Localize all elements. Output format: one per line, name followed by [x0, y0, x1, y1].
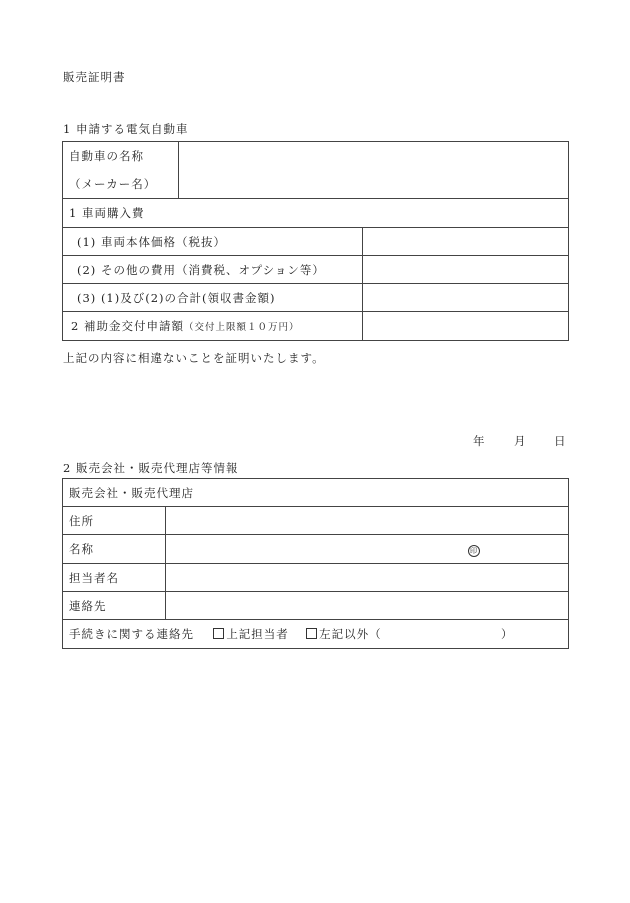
- checkbox-above-person[interactable]: [213, 628, 224, 639]
- maker-name-label: （メーカー名）: [69, 177, 157, 191]
- contact-label: 連絡先: [63, 592, 166, 620]
- section1-heading: 1 申請する電気自動車: [63, 122, 189, 136]
- person-row: [63, 564, 569, 592]
- other-costs-label: (2) その他の費用（消費税、オプション等）: [63, 256, 363, 284]
- purchase-heading: 1 車両購入費: [63, 199, 569, 228]
- car-name-label-cell: [63, 142, 179, 199]
- name-value[interactable]: [166, 535, 569, 564]
- option-above-person: 上記担当者: [226, 627, 289, 641]
- other-costs-value[interactable]: [363, 256, 569, 284]
- person-label: 担当者名: [63, 564, 166, 592]
- subsidy-label-cell: [63, 312, 363, 341]
- total-row: [63, 284, 569, 312]
- purchase-heading-row: [63, 199, 569, 228]
- address-label: 住所: [63, 507, 166, 535]
- address-row: [63, 507, 569, 535]
- checkbox-other[interactable]: [306, 628, 317, 639]
- procedure-contact-label: 手続きに関する連絡先: [69, 627, 194, 641]
- car-name-label: 自動車の名称: [69, 149, 144, 163]
- procedure-contact-cell: [63, 620, 569, 649]
- procedure-contact-row: [63, 620, 569, 649]
- subsidy-limit-note: （交付上限額１０万円）: [183, 322, 300, 333]
- document-title: 販売証明書: [63, 70, 126, 84]
- total-label: (3) (1)及び(2)の合計(領収書金額): [63, 284, 363, 312]
- certification-text: 上記の内容に相違ないことを証明いたします。: [63, 351, 325, 365]
- dealer-table: [62, 478, 569, 649]
- vehicle-price-row: [63, 228, 569, 256]
- vehicle-table: [62, 141, 569, 341]
- date-day: 日: [554, 434, 566, 448]
- subsidy-value[interactable]: [363, 312, 569, 341]
- vehicle-price-label: (1) 車両本体価格（税抜）: [63, 228, 363, 256]
- date-month: 月: [514, 434, 526, 448]
- subsidy-row: [63, 312, 569, 341]
- person-value[interactable]: [166, 564, 569, 592]
- company-heading: 販売会社・販売代理店: [63, 479, 569, 507]
- vehicle-price-value[interactable]: [363, 228, 569, 256]
- seal-icon: 印: [470, 546, 478, 555]
- option-other: 左記以外（: [319, 627, 382, 641]
- contact-value[interactable]: [166, 592, 569, 620]
- name-row: [63, 535, 569, 564]
- car-name-row: [63, 142, 569, 199]
- name-label: 名称: [63, 535, 166, 564]
- total-value[interactable]: [363, 284, 569, 312]
- close-paren: ）: [500, 627, 514, 641]
- other-costs-row: [63, 256, 569, 284]
- subsidy-label: 2 補助金交付申請額: [71, 319, 184, 333]
- contact-row: [63, 592, 569, 620]
- section2-heading: 2 販売会社・販売代理店等情報: [63, 461, 239, 475]
- address-value[interactable]: [166, 507, 569, 535]
- company-heading-row: [63, 479, 569, 507]
- date-year: 年: [473, 434, 485, 448]
- car-name-value[interactable]: [179, 142, 569, 199]
